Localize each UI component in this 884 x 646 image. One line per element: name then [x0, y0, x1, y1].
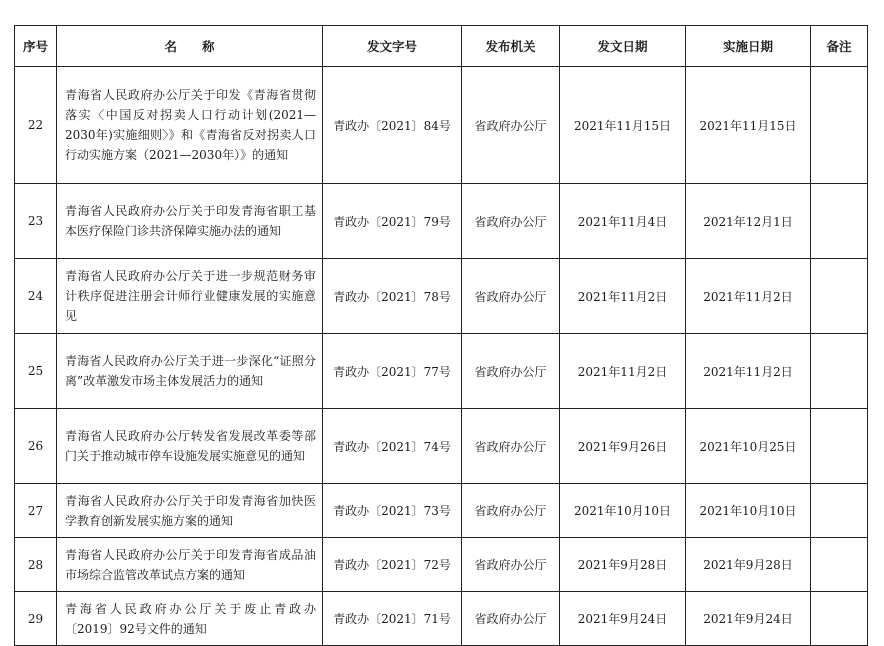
table-row: [15, 484, 868, 538]
header-no: 序号: [15, 26, 57, 67]
row-effective-date: 2021年11月15日: [686, 67, 811, 184]
row-issuer: 省政府办公厅: [462, 259, 560, 334]
row-issue-date: 2021年11月2日: [560, 334, 686, 409]
row-doc-no: 青政办〔2021〕77号: [323, 334, 462, 409]
row-issue-date: 2021年9月28日: [560, 538, 686, 592]
row-issuer: 省政府办公厅: [462, 592, 560, 646]
row-issuer: 省政府办公厅: [462, 484, 560, 538]
row-effective-date: 2021年10月10日: [686, 484, 811, 538]
row-issuer: 省政府办公厅: [462, 334, 560, 409]
row-issue-date: 2021年9月26日: [560, 409, 686, 484]
row-name: 青海省人民政府办公厅转发省发展改革委等部门关于推动城市停车设施发展实施意见的通知: [57, 409, 323, 484]
row-effective-date: 2021年11月2日: [686, 334, 811, 409]
row-doc-no: 青政办〔2021〕73号: [323, 484, 462, 538]
table-row: [15, 184, 868, 259]
row-doc-no: 青政办〔2021〕74号: [323, 409, 462, 484]
row-issue-date: 2021年10月10日: [560, 484, 686, 538]
row-name: 青海省人民政府办公厅关于进一步深化“证照分离”改革激发市场主体发展活力的通知: [57, 334, 323, 409]
row-name: 青海省人民政府办公厅关于进一步规范财务审计秩序促进注册会计师行业健康发展的实施意见: [57, 259, 323, 334]
row-issuer: 省政府办公厅: [462, 67, 560, 184]
row-issue-date: 2021年11月15日: [560, 67, 686, 184]
row-remark: [811, 259, 868, 334]
row-name: 青海省人民政府办公厅关于印发《青海省贯彻落实〈中国反对拐卖人口行动计划(2021—2030年)实施细则〉》和《青海省反对拐卖人口行动实施方案（2021—2030年）》的通知: [57, 67, 323, 184]
row-effective-date: 2021年10月25日: [686, 409, 811, 484]
row-doc-no: 青政办〔2021〕72号: [323, 538, 462, 592]
row-doc-no: 青政办〔2021〕79号: [323, 184, 462, 259]
row-no: 25: [15, 334, 57, 409]
row-doc-no: 青政办〔2021〕78号: [323, 259, 462, 334]
row-issuer: 省政府办公厅: [462, 184, 560, 259]
row-no: 26: [15, 409, 57, 484]
row-remark: [811, 334, 868, 409]
row-name: 青海省人民政府办公厅关于印发青海省加快医学教育创新发展实施方案的通知: [57, 484, 323, 538]
header-remark: 备注: [811, 26, 868, 67]
header-effective-date: 实施日期: [686, 26, 811, 67]
regulation-table: [14, 25, 868, 646]
row-issue-date: 2021年11月4日: [560, 184, 686, 259]
row-effective-date: 2021年11月2日: [686, 259, 811, 334]
row-remark: [811, 538, 868, 592]
table-row: [15, 334, 868, 409]
row-no: 23: [15, 184, 57, 259]
table-row: [15, 409, 868, 484]
row-remark: [811, 409, 868, 484]
header-doc-no: 发文字号: [323, 26, 462, 67]
header-name: 名 称: [57, 26, 323, 67]
row-no: 24: [15, 259, 57, 334]
row-effective-date: 2021年12月1日: [686, 184, 811, 259]
row-remark: [811, 67, 868, 184]
row-remark: [811, 184, 868, 259]
row-remark: [811, 592, 868, 646]
row-no: 28: [15, 538, 57, 592]
row-issuer: 省政府办公厅: [462, 538, 560, 592]
row-issue-date: 2021年9月24日: [560, 592, 686, 646]
row-remark: [811, 484, 868, 538]
row-issuer: 省政府办公厅: [462, 409, 560, 484]
row-effective-date: 2021年9月28日: [686, 538, 811, 592]
row-name: 青海省人民政府办公厅关于印发青海省职工基本医疗保险门诊共济保障实施办法的通知: [57, 184, 323, 259]
table-row: [15, 259, 868, 334]
row-no: 29: [15, 592, 57, 646]
table-row: [15, 67, 868, 184]
table-row: [15, 538, 868, 592]
row-doc-no: 青政办〔2021〕71号: [323, 592, 462, 646]
row-doc-no: 青政办〔2021〕84号: [323, 67, 462, 184]
header-issue-date: 发文日期: [560, 26, 686, 67]
table-row: [15, 592, 868, 646]
row-no: 22: [15, 67, 57, 184]
row-name: 青海省人民政府办公厅关于废止青政办〔2019〕92号文件的通知: [57, 592, 323, 646]
header-issuer: 发布机关: [462, 26, 560, 67]
table-header-row: [15, 26, 868, 67]
row-no: 27: [15, 484, 57, 538]
row-issue-date: 2021年11月2日: [560, 259, 686, 334]
row-name: 青海省人民政府办公厅关于印发青海省成品油市场综合监管改革试点方案的通知: [57, 538, 323, 592]
row-effective-date: 2021年9月24日: [686, 592, 811, 646]
